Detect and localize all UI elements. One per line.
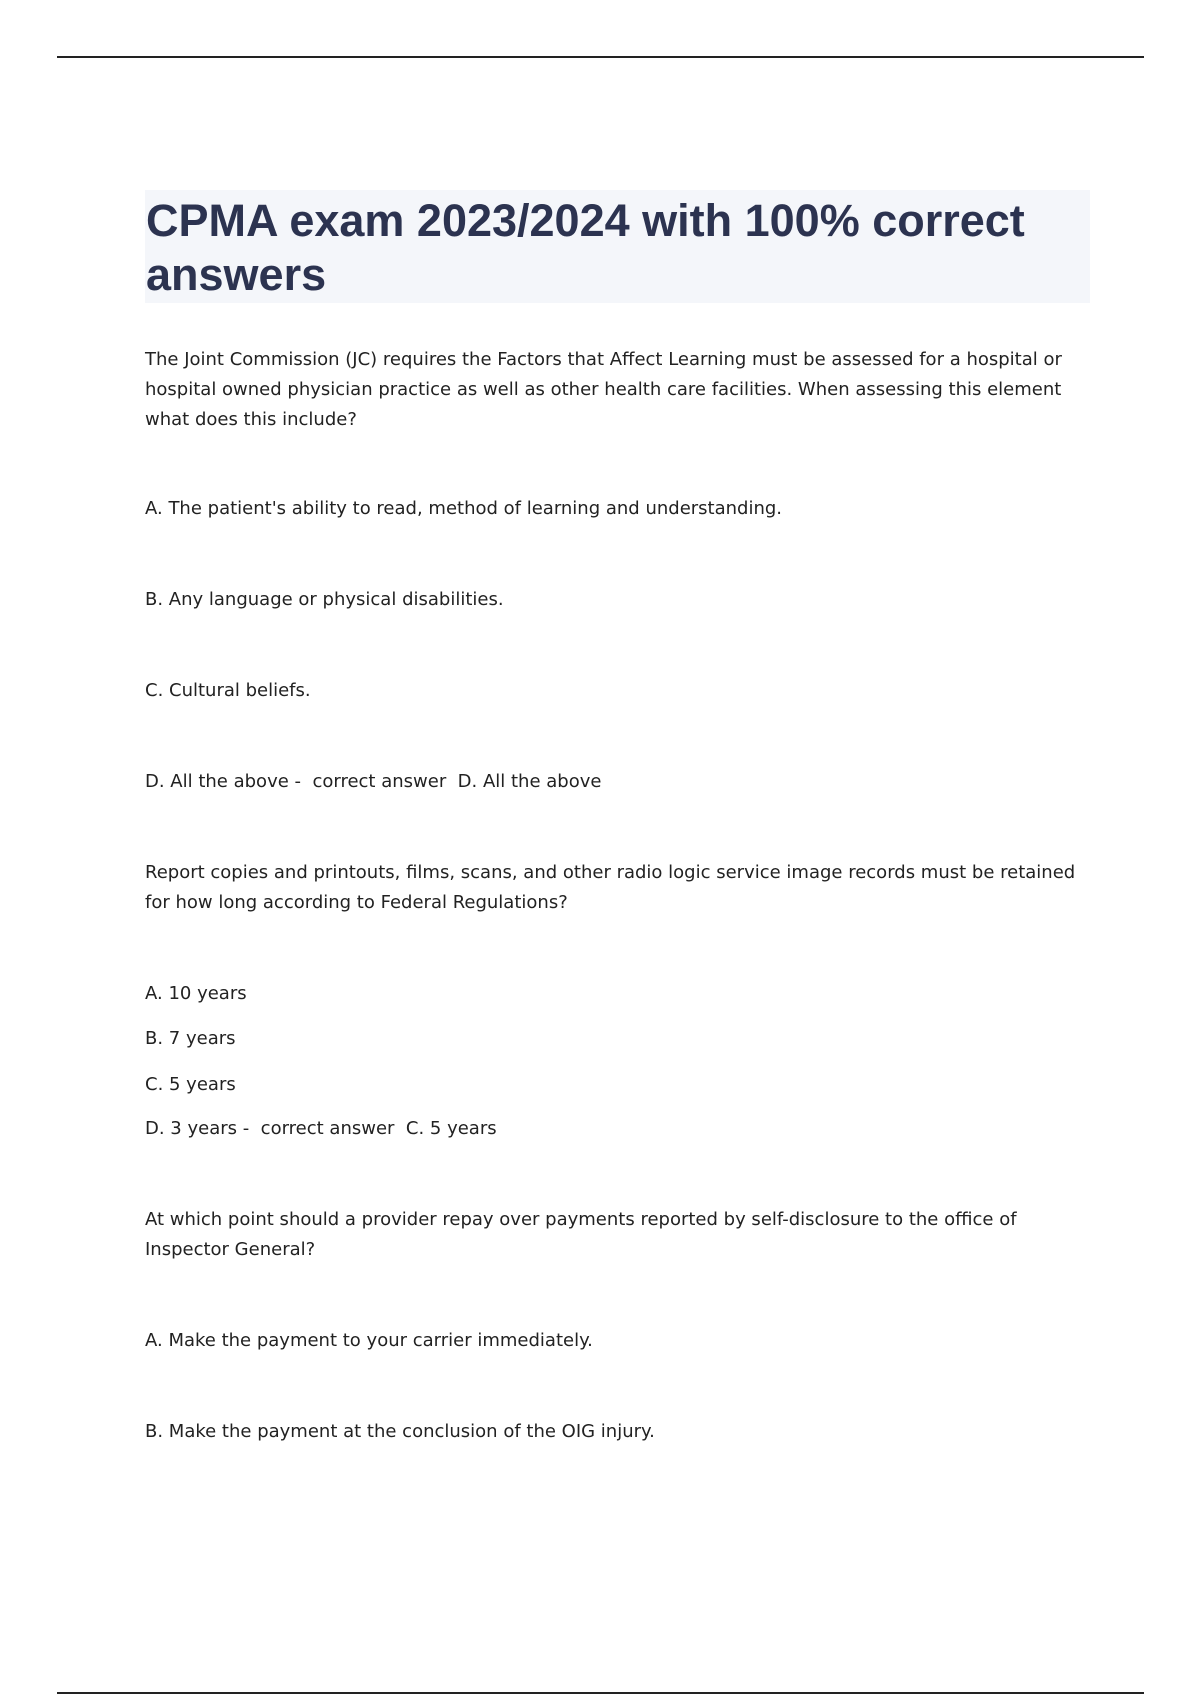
question-1-answer: D. All the above - correct answer D. All the above (145, 771, 602, 792)
question-1-option-c: C. Cultural beliefs. (145, 680, 311, 701)
question-2-answer: D. 3 years - correct answer C. 5 years (145, 1118, 497, 1139)
question-1-option-b: B. Any language or physical disabilities. (145, 589, 504, 610)
question-3-option-a: A. Make the payment to your carrier immediately. (145, 1330, 593, 1351)
question-1-option-a: A. The patient's ability to read, method of learning and understanding. (145, 498, 783, 519)
question-2-text: Report copies and printouts, films, scans, and other radio logic service image records must be retained for how long according to Federal Regulations? (145, 862, 1081, 913)
header-rule (57, 56, 1144, 58)
question-2-option-c: C. 5 years (145, 1074, 236, 1095)
question-2-option-a: A. 10 years (145, 983, 247, 1004)
question-3-option-b: B. Make the payment at the conclusion of the OIG injury. (145, 1421, 655, 1442)
question-1-text: The Joint Commission (JC) requires the Factors that Affect Learning must be assessed for a hospital or hospital owned physician practice as well as other health care facilities. When assessing this element what does this include? (145, 349, 1068, 430)
document-title: CPMA exam 2023/2024 with 100% correct answers (146, 195, 1025, 300)
footer-rule (57, 1692, 1144, 1694)
question-2-option-b: B. 7 years (145, 1028, 236, 1049)
question-3-text: At which point should a provider repay over payments reported by self-disclosure to the office of Inspector General? (145, 1209, 1023, 1260)
